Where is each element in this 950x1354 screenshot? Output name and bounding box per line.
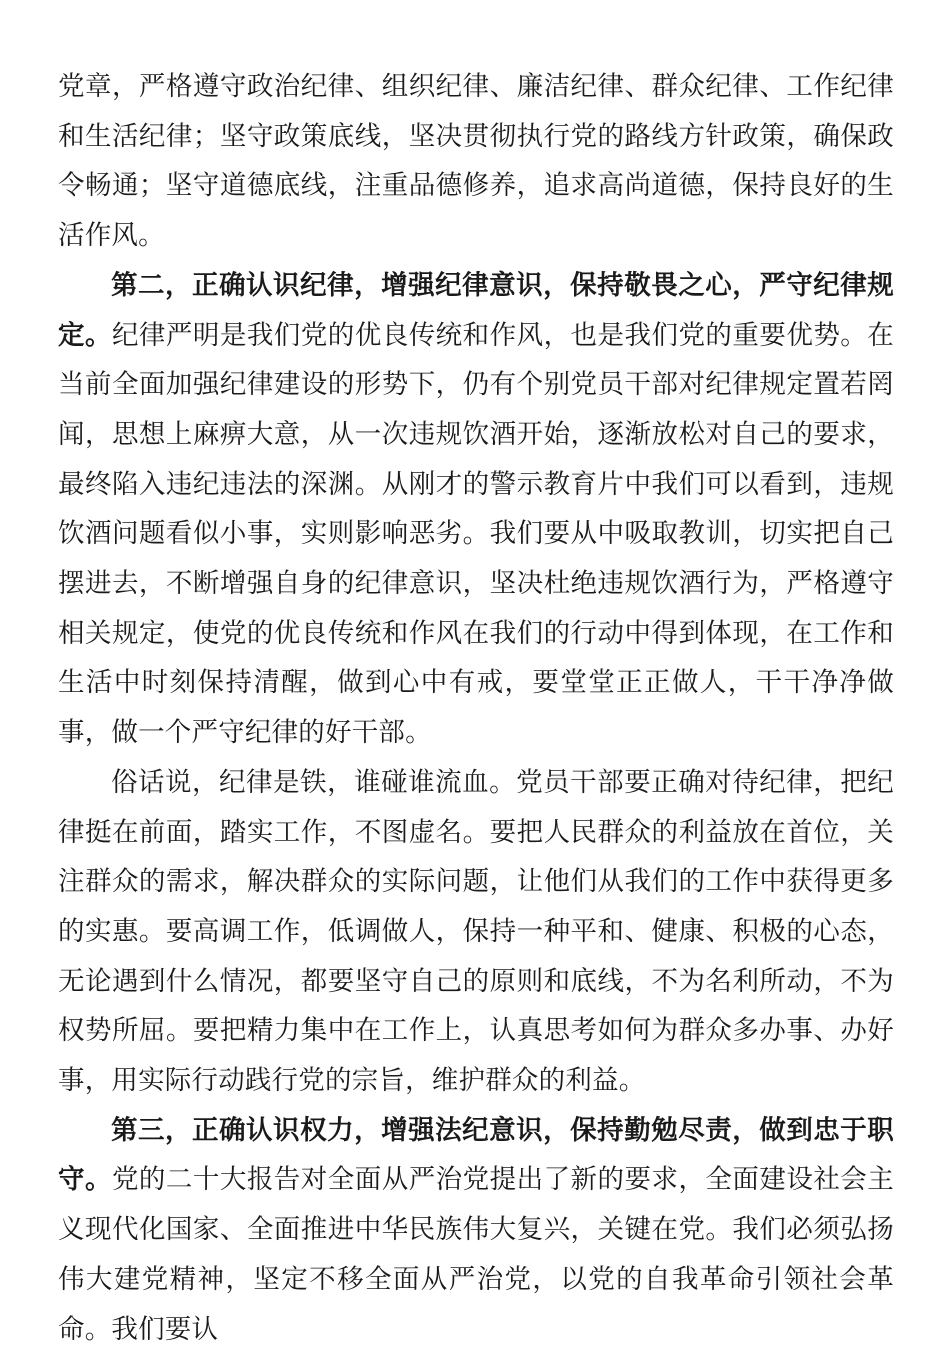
paragraph-text: 纪律严明是我们党的优良传统和作风，也是我们党的重要优势。在当前全面加强纪律建设的形势下，仍有个别党员干部对纪律规定置若罔闻，思想上麻痹大意，从一次违规饮酒开始，逐渐放松对自己的要求，最终陷入违纪违法的深渊。从刚才的警示教育片中我们可以看到，违规饮酒问题看似小事，实则影响恶劣。我们要从中吸取教训，切实把自己摆进去，不断增强自身的纪律意识，坚决杜绝违规饮酒行为，严格遵守相关规定，使党的优良传统和作风在我们的行动中得到体现，在工作和生活中时刻保持清醒，做到心中有戒，要堂堂正正做人，干干净净做事，做一个严守纪律的好干部。 <box>58 319 894 749</box>
paragraph-proverb <box>58 758 894 1106</box>
paragraph-text: 党的二十大报告对全面从严治党提出了新的要求，全面建设社会主义现代化国家、全面推进中华民族伟大复兴，关键在党。我们必须弘扬伟大建党精神，坚定不移全面从严治党，以党的自我革命引领社会革命。我们要认 <box>58 1164 894 1345</box>
paragraph-continuation <box>58 62 894 261</box>
paragraph-section-three <box>58 1106 894 1354</box>
section-heading-two: 第二，正确认识纪律，增强纪律意识，保持敬畏之心，严守纪律规定。 <box>58 269 894 351</box>
paragraph-section-two <box>58 261 894 758</box>
document-page <box>58 62 894 1354</box>
section-heading-three: 第三，正确认识权力，增强法纪意识，保持勤勉尽责，做到忠于职守。 <box>58 1114 894 1196</box>
paragraph-text: 俗话说，纪律是铁，谁碰谁流血。党员干部要正确对待纪律，把纪律挺在前面，踏实工作，不图虚名。要把人民群众的利益放在首位，关注群众的需求，解决群众的实际问题，让他们从我们的工作中获得更多的实惠。要高调工作，低调做人，保持一种平和、健康、积极的心态，无论遇到什么情况，都要坚守自己的原则和底线，不为名利所动，不为权势所屈。要把精力集中在工作上，认真思考如何为群众多办事、办好事，用实际行动践行党的宗旨，维护群众的利益。 <box>58 766 894 1097</box>
paragraph-text: 党章，严格遵守政治纪律、组织纪律、廉洁纪律、群众纪律、工作纪律和生活纪律；坚守政策底线，坚决贯彻执行党的路线方针政策，确保政令畅通；坚守道德底线，注重品德修养，追求高尚道德，保持良好的生活作风。 <box>58 71 894 252</box>
